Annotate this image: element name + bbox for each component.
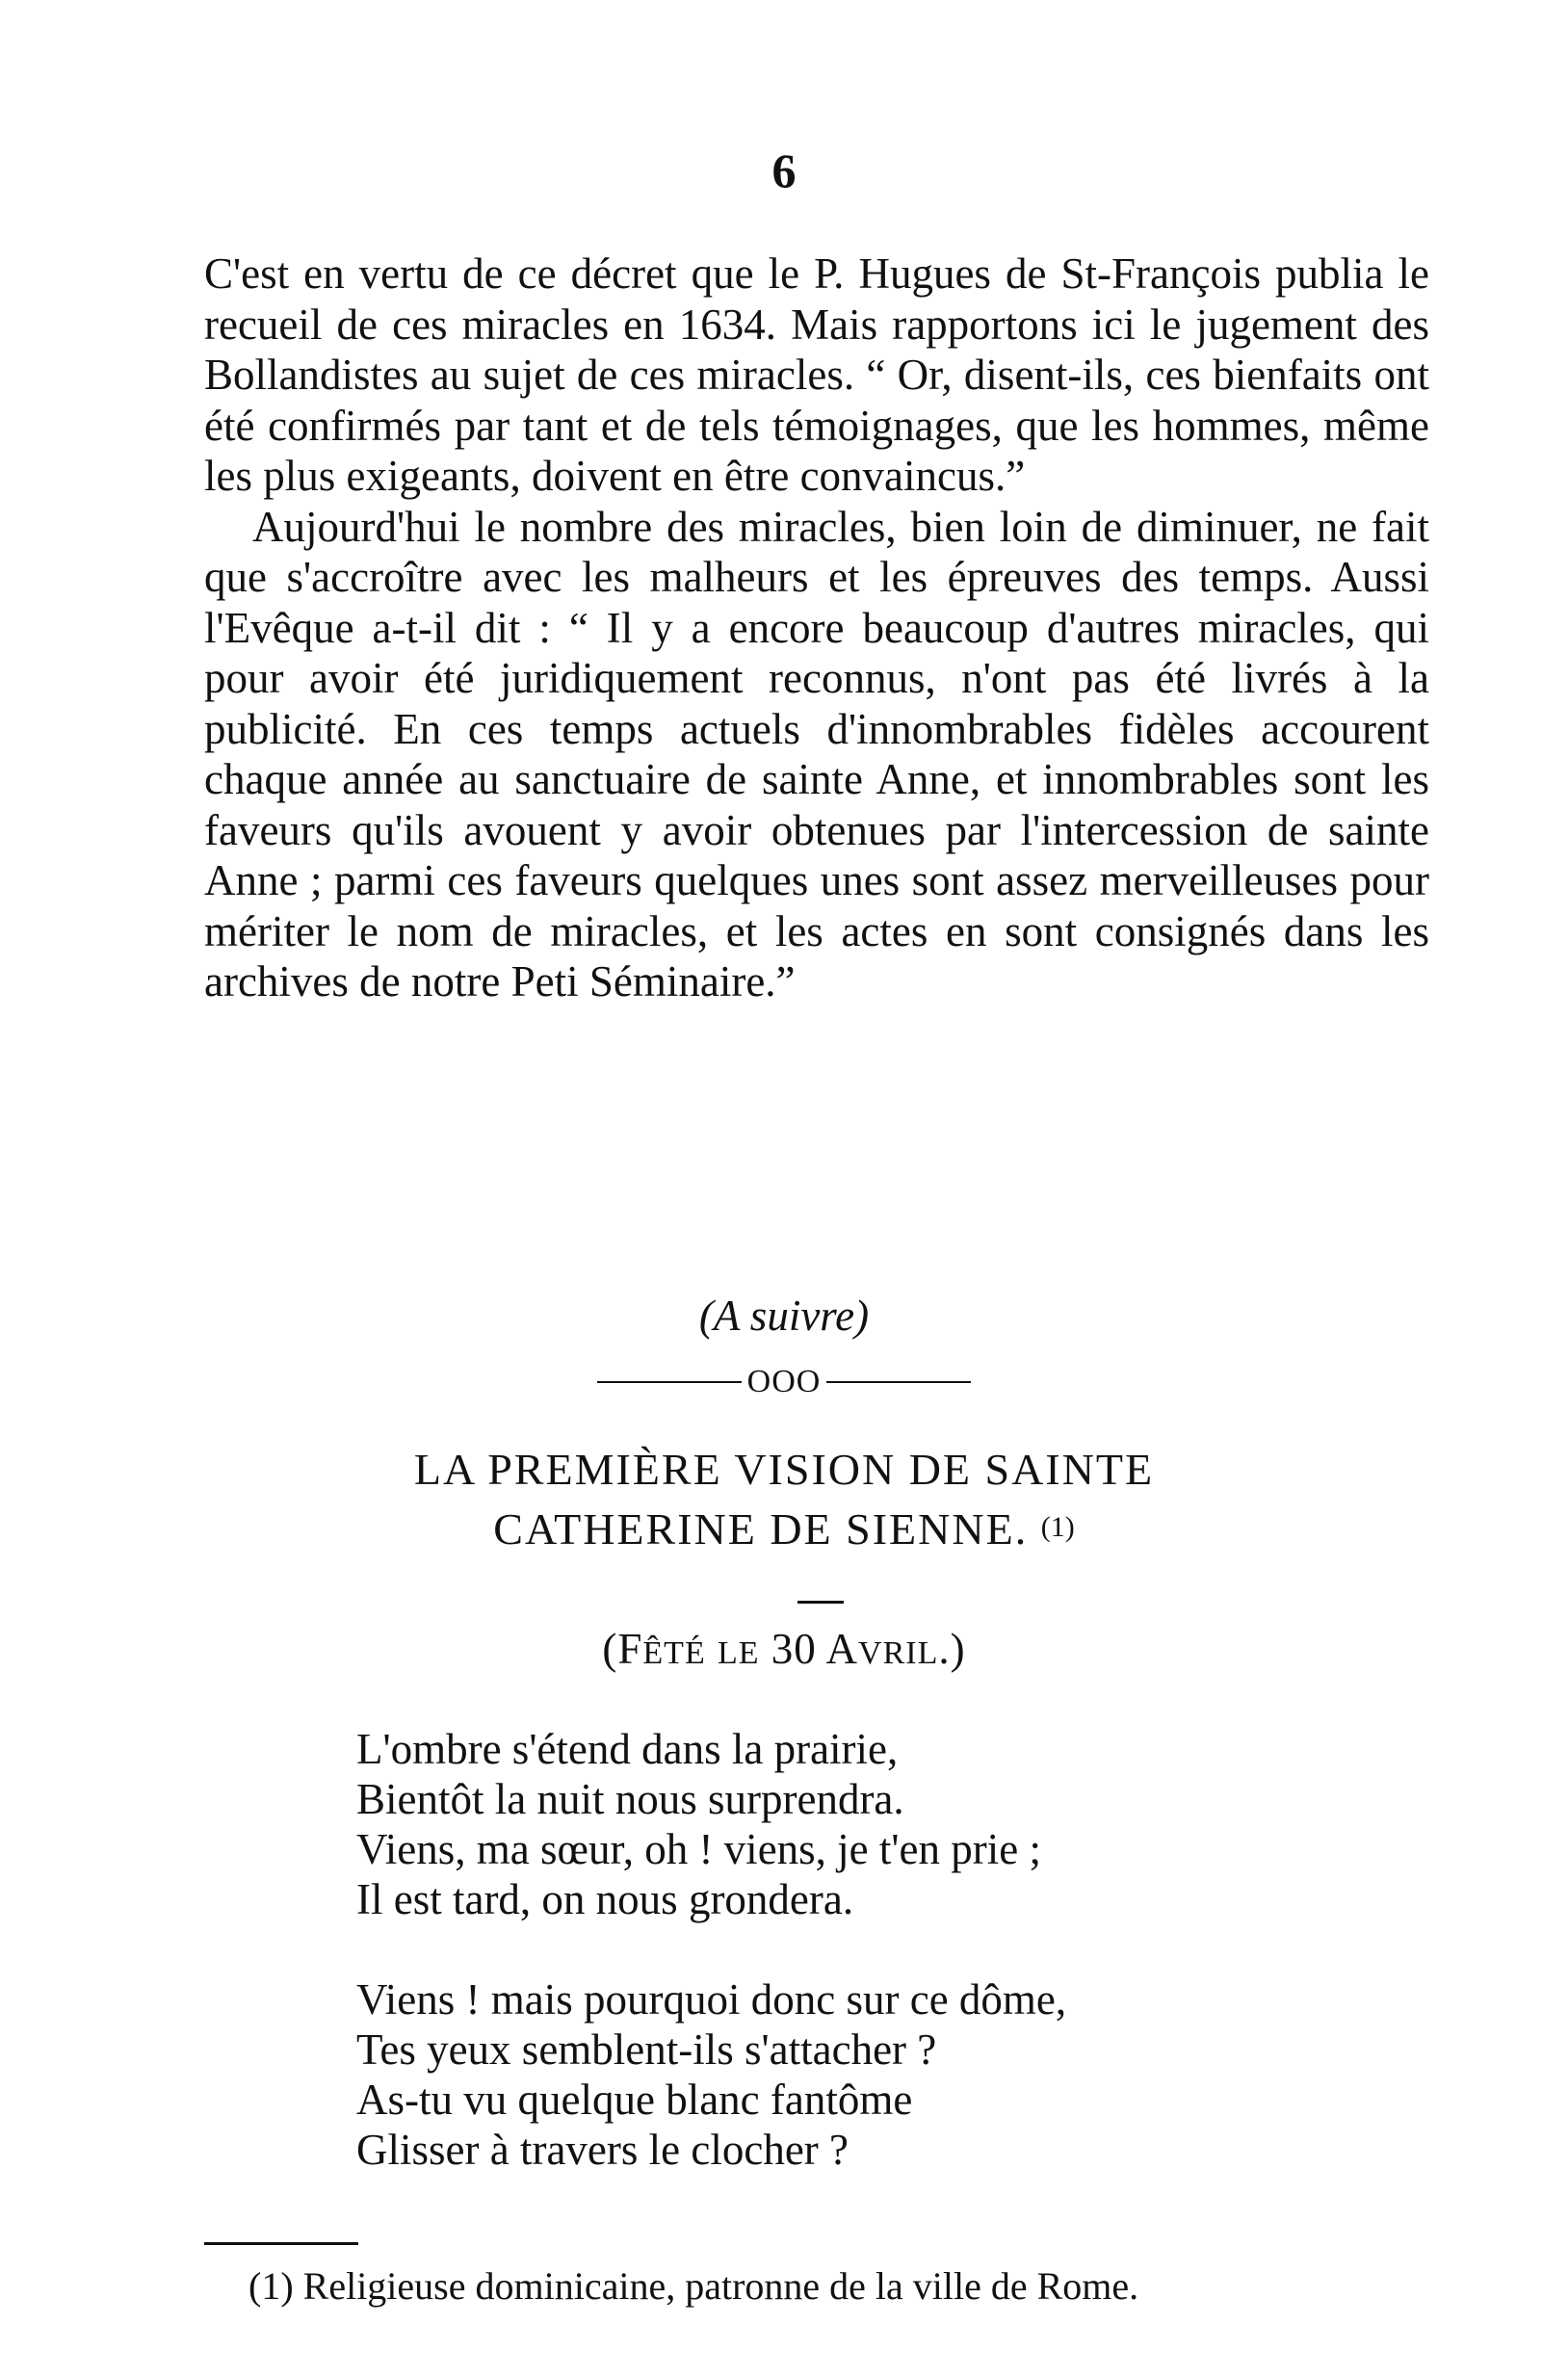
feast-number: 30 A bbox=[759, 1625, 859, 1673]
footnote-rule bbox=[204, 2242, 358, 2245]
poem-title-line-2-text: CATHERINE DE SIENNE. bbox=[493, 1504, 1029, 1554]
poem-title-line-1: LA PREMIÈRE VISION DE SAINTE bbox=[413, 1445, 1155, 1494]
separator-line-left bbox=[597, 1381, 742, 1383]
poem-title bbox=[0, 1441, 1568, 1558]
title-rule bbox=[797, 1601, 844, 1604]
verse-line: Glisser à travers le clocher ? bbox=[356, 2126, 849, 2174]
verse-line: As-tu vu quelque blanc fantôme bbox=[356, 2076, 913, 2124]
stanza-2 bbox=[356, 1974, 1066, 2175]
separator-ornament: OOO bbox=[746, 1364, 822, 1399]
footnote bbox=[248, 2263, 1138, 2310]
feast-smallcaps-1: ÊTÉ bbox=[642, 1635, 706, 1671]
page-number: 6 bbox=[771, 144, 797, 197]
verse-line: Bientôt la nuit nous surprendra. bbox=[356, 1775, 904, 1823]
verse-line: Viens ! mais pourquoi donc sur ce dôme, bbox=[356, 1975, 1067, 2024]
footnote-text: Religieuse dominicaine, patronne de la ville de Rome. bbox=[302, 2264, 1139, 2308]
feast-space bbox=[706, 1625, 718, 1673]
separator-line-right bbox=[826, 1381, 971, 1383]
feast-close: .) bbox=[938, 1625, 966, 1673]
footnote-marker: (1) bbox=[248, 2264, 294, 2308]
poem-title-line-2 bbox=[0, 1499, 1568, 1558]
verse-line: Viens, ma sœur, oh ! viens, je t'en prie ; bbox=[356, 1825, 1041, 1873]
feast-open: (F bbox=[602, 1625, 643, 1673]
feast-smallcaps-3: VRIL bbox=[858, 1635, 939, 1671]
continuation-note: (A suivre) bbox=[698, 1292, 870, 1340]
verse-line: Il est tard, on nous grondera. bbox=[356, 1875, 854, 1923]
footnote-reference: (1) bbox=[1040, 1511, 1075, 1543]
stanza-1 bbox=[356, 1724, 1041, 1924]
feast-smallcaps-2: LE bbox=[717, 1635, 760, 1671]
section-separator bbox=[0, 1366, 1568, 1398]
feast-date bbox=[0, 1624, 1568, 1674]
paragraph-1: C'est en vertu de ce décret que le P. Hugues de St-François publia le recueil de ces miracles en 1634. Mais rapportons ici le jugement des Bollandistes au sujet de ces miracles. “ Or, disent-ils, ces bienfaits ont été confirmés par tant et de tels témoignages, que les hommes, même les plus exigeants, doivent en être convaincus.” bbox=[204, 249, 1429, 500]
verse-line: Tes yeux semblent-ils s'attacher ? bbox=[356, 2025, 937, 2074]
verse-line: L'ombre s'étend dans la prairie, bbox=[356, 1725, 899, 1773]
prose-body bbox=[204, 248, 1429, 1007]
paragraph-2: Aujourd'hui le nombre des miracles, bien loin de diminuer, ne fait que s'accroître avec les malheurs et les épreuves des temps. Aussi l'Evêque a-t-il dit : “ Il y a encore beaucoup d'autres miracles, qui pour avoir été juridiquement reconnus, n'ont pas été livrés à la publicité. En ces temps actuels d'innombrables fidèles accourent chaque année au sanctuaire de sainte Anne, et innombrables sont les faveurs qu'ils avouent y avoir obtenues par l'intercession de sainte Anne ; parmi ces faveurs quelques unes sont assez merveilleuses pour mériter le nom de miracles, et les actes en sont consignés dans les archives de notre Peti Séminaire.” bbox=[204, 502, 1429, 1006]
